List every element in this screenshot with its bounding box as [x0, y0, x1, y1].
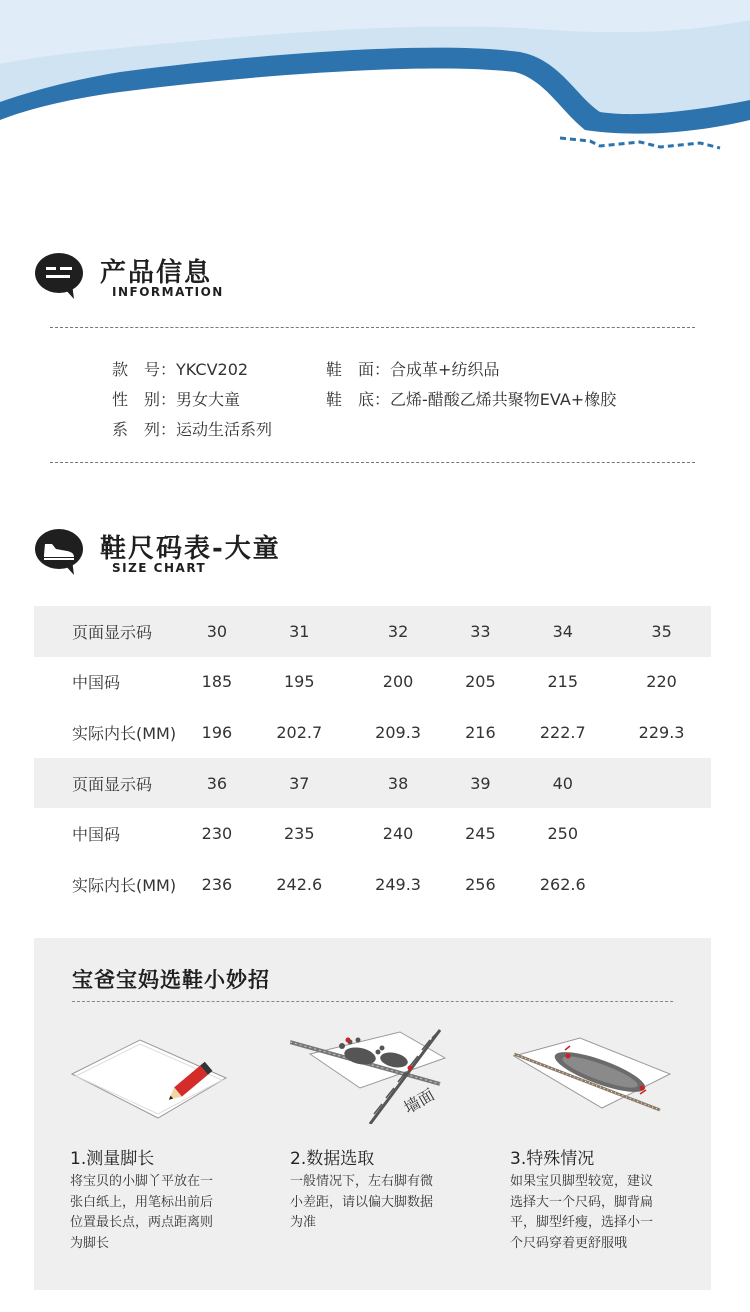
top-banner-decoration: [0, 0, 750, 170]
info-label: 鞋 底: [326, 390, 375, 409]
info-section-subtitle: INFORMATION: [112, 285, 224, 299]
table-cell: 40: [513, 758, 612, 809]
table-cell: 229.3: [638, 722, 685, 742]
table-row: [34, 859, 711, 910]
tip-line: 平，脚型纤瘦，选择小一: [510, 1215, 654, 1230]
info-section-header: [34, 252, 434, 312]
table-cell: 30: [184, 606, 250, 657]
table-cell: 249.3: [375, 874, 421, 894]
size-section-title: 鞋尺码表-大童: [100, 534, 281, 564]
tip-line: 一般情况下，左右脚有微: [290, 1174, 434, 1189]
row-label: 中国码: [72, 673, 121, 693]
row-label: 实际内长(MM): [72, 723, 177, 743]
size-chart-table: [34, 606, 711, 910]
table-cell: 31: [250, 606, 349, 657]
info-bottom-divider: [50, 462, 695, 463]
table-cell: 245: [465, 824, 496, 844]
tip-line: 选择大一个尺码，脚背扁: [510, 1194, 654, 1210]
table-row: [34, 657, 711, 708]
info-row-series: 系 列：运动生活系列: [112, 420, 273, 439]
tip-text: [70, 1172, 213, 1254]
info-row-gender: 性 别：男女大童: [112, 390, 241, 409]
table-cell: 262.6: [539, 874, 586, 894]
tip-line: 个尺码穿着更舒服哦: [510, 1235, 628, 1251]
table-cell: 195: [284, 672, 315, 692]
table-cell: 196: [201, 722, 233, 742]
foot-width-icon: [510, 1034, 680, 1124]
tip-text: [510, 1172, 653, 1254]
table-cell: [612, 808, 711, 859]
tip-item-select-data: [290, 1034, 490, 1230]
row-label: 页面显示码: [34, 606, 184, 657]
table-cell: 215: [547, 672, 579, 692]
table-cell: 222.7: [539, 722, 586, 742]
tip-line: 小差距，请以偏大脚数据: [290, 1194, 434, 1210]
table-cell: 37: [250, 758, 349, 809]
tip-line: 为脚长: [70, 1235, 110, 1251]
table-cell: 242.6: [276, 874, 323, 894]
tip-line: 将宝贝的小脚丫平放在一: [70, 1174, 214, 1189]
info-row-style-no: 款 号：YKCV202: [112, 360, 249, 379]
info-row-sole: 鞋 底：乙烯-醋酸乙烯共聚物EVA+橡胶: [326, 390, 617, 409]
sneaker-bubble-icon: [34, 528, 86, 576]
tip-item-special: [510, 1034, 710, 1251]
table-cell: [612, 859, 711, 910]
row-label: 页面显示码: [34, 758, 184, 809]
table-cell: 230: [201, 824, 233, 844]
info-value: 运动生活系列: [176, 420, 273, 439]
info-value: YKCV202: [176, 360, 249, 379]
tip-line: 为准: [290, 1215, 317, 1230]
table-cell: 205: [465, 672, 496, 692]
table-cell: 220: [646, 672, 677, 692]
table-cell: [612, 758, 711, 809]
info-value: 男女大童: [176, 390, 241, 409]
tip-line: 张白纸上，用笔标出前后: [70, 1194, 214, 1210]
tips-divider: [72, 1001, 673, 1002]
table-cell: 33: [447, 606, 513, 657]
info-value: 乙烯-醋酸乙烯共聚物EVA+橡胶: [390, 390, 617, 409]
table-cell: 34: [513, 606, 612, 657]
table-cell: 236: [201, 874, 233, 894]
tips-title: 宝爸宝妈选鞋小妙招: [72, 968, 270, 992]
info-label: 鞋 面: [326, 360, 375, 379]
tip-item-measure: [70, 1034, 270, 1251]
table-row: [34, 808, 711, 859]
table-cell: 240: [382, 824, 414, 844]
table-cell: 39: [447, 758, 513, 809]
tip-heading: 1.测量脚长: [70, 1149, 155, 1169]
paper-pencil-icon: [70, 1034, 230, 1124]
info-top-divider: [50, 327, 695, 328]
table-cell: 185: [201, 672, 233, 692]
table-cell: 35: [612, 606, 711, 657]
tip-heading: 2.数据选取: [290, 1149, 375, 1169]
table-cell: 216: [465, 722, 496, 742]
row-label: 实际内长(MM): [72, 875, 177, 895]
tip-heading: 3.特殊情况: [510, 1149, 595, 1169]
size-section-header: [34, 528, 434, 588]
table-cell: 256: [465, 874, 496, 894]
table-cell: 200: [382, 672, 414, 692]
wall-label: 墙面: [400, 1085, 438, 1118]
table-cell: 202.7: [276, 722, 323, 742]
table-cell: 36: [184, 758, 250, 809]
row-label: 中国码: [72, 825, 121, 845]
tip-line: 位置最长点，两点距离则: [70, 1215, 214, 1230]
table-cell: 250: [547, 824, 579, 844]
info-label: 款 号: [112, 360, 161, 379]
info-label: 性 别: [112, 390, 161, 409]
table-row: [34, 758, 711, 809]
table-cell: 209.3: [375, 722, 421, 742]
chat-bubble-icon: [34, 252, 86, 300]
table-row: [34, 707, 711, 758]
table-cell: 32: [349, 606, 448, 657]
table-row: [34, 606, 711, 657]
footprint-wall-icon: [290, 1024, 460, 1124]
table-cell: 235: [284, 824, 315, 844]
info-section-title: 产品信息: [100, 258, 213, 288]
tip-line: 如果宝贝脚型较宽，建议: [510, 1174, 654, 1189]
tip-text: [290, 1172, 433, 1234]
size-section-subtitle: SIZE CHART: [112, 561, 207, 575]
info-label: 系 列: [112, 420, 161, 439]
info-value: 合成革+纺织品: [390, 360, 500, 379]
info-row-upper: 鞋 面：合成革+纺织品: [326, 360, 500, 379]
table-cell: 38: [349, 758, 448, 809]
tips-panel: [34, 938, 711, 1290]
